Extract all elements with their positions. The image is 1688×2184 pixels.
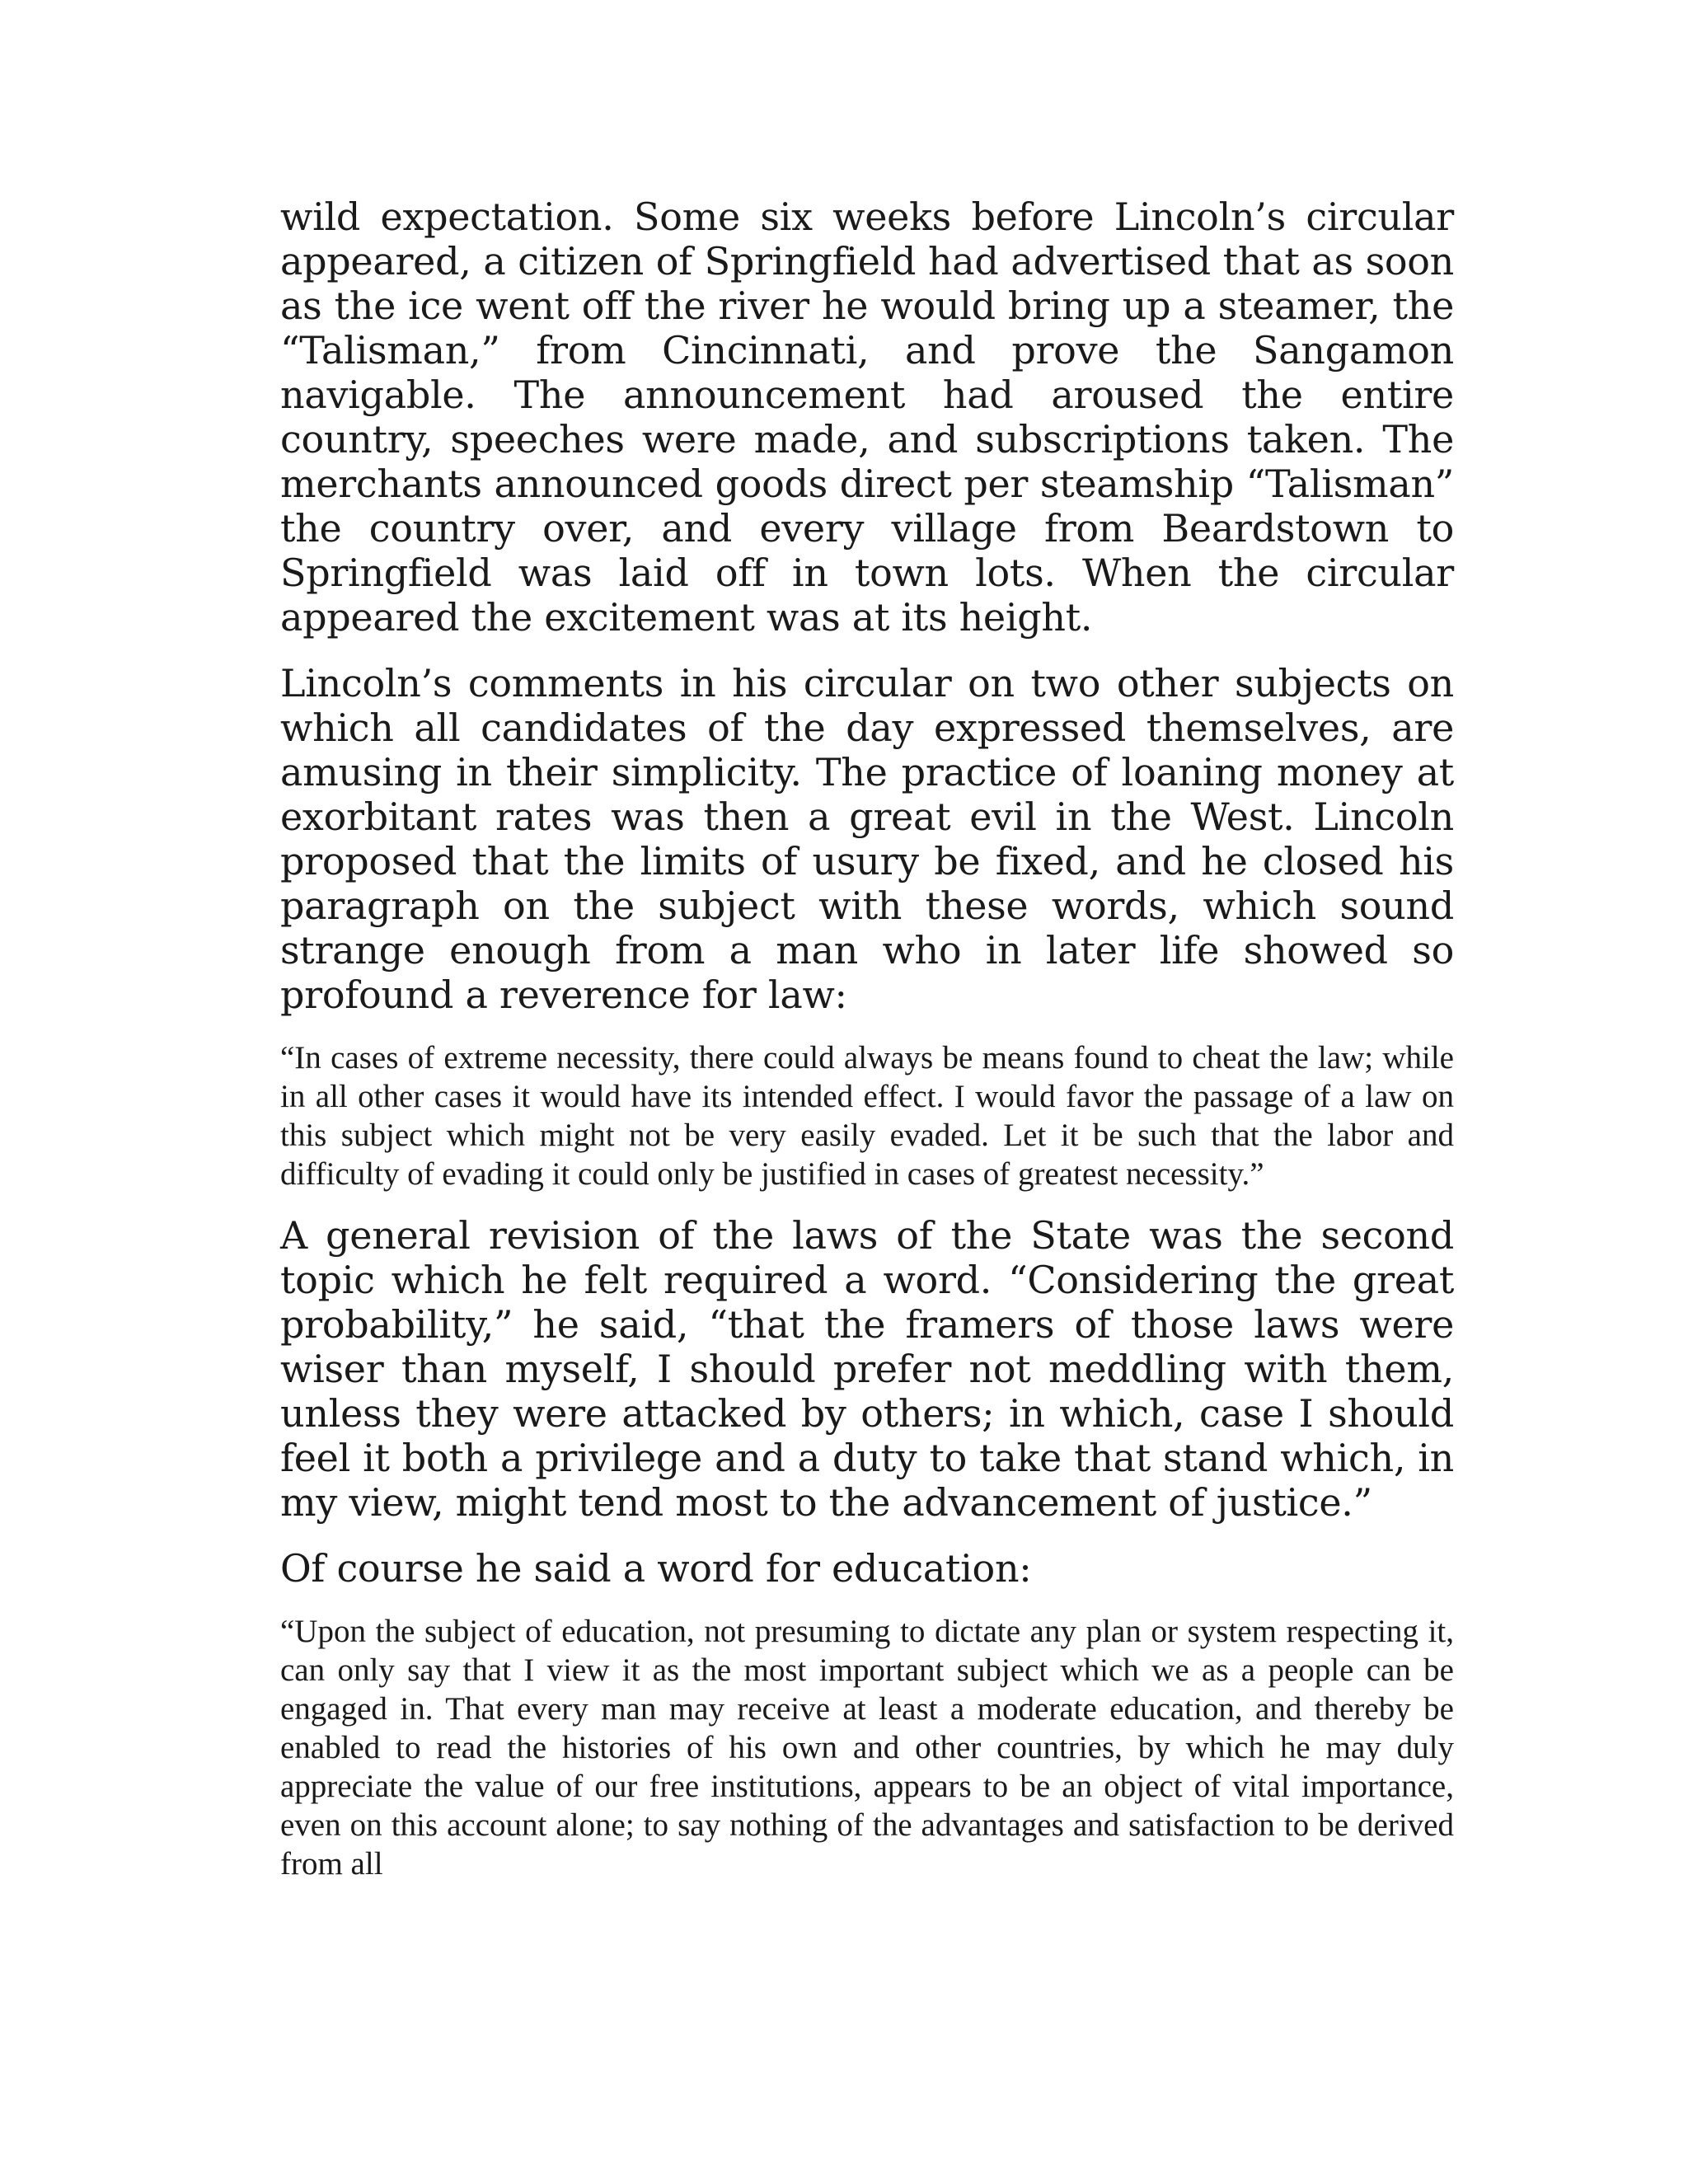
body-paragraph: Lincoln’s comments in his circular on two other subjects on which all candidates of the day expressed themselves, are amusing in their simplicity. The practice of loaning money at exorbitant rates was then a great evil in the West. Lincoln proposed that the limits of usury be fixed, and he closed his paragraph on the subject with these words, which sound strange enough from a man who in later life showed so profound a reverence for law: <box>280 661 1454 1017</box>
body-paragraph: Of course he said a word for education: <box>280 1546 1032 1591</box>
block-quote: “Upon the subject of education, not presuming to dictate any plan or system respecting it, can only say that I view it as the most important subject which we as a people can be engaged in. That every man may receive at least a moderate education, and thereby be enabled to read the histories of his own and other countries, by which he may duly appreciate the value of our free institutions, appears to be an object of vital importance, even on this account alone; to say nothing of the advantages and satisfaction to be derived from all <box>280 1614 1454 1882</box>
body-paragraph: wild expectation. Some six weeks before Lincoln’s circular appeared, a citizen of Springfield had advertised that as soon as the ice went off the river he would bring up a steamer, the “Talisman,” from Cincinnati, and prove the Sangamon navigable. The announcement had aroused the entire country, speeches were made, and subscriptions taken. The merchants announced goods direct per steamship “Talisman” the country over, and every village from Beardstown to Springfield was laid off in town lots. When the circular appeared the excitement was at its height. <box>280 194 1454 640</box>
document-page <box>280 194 1454 1903</box>
block-quote: “In cases of extreme necessity, there could always be means found to cheat the law; while in all other cases it would have its intended effect. I would favor the passage of a law on this subject which might not be very easily evaded. Let it be such that the labor and difficulty of evading it could only be justified in cases of greatest necessity.” <box>280 1040 1454 1192</box>
body-paragraph: A general revision of the laws of the State was the second topic which he felt required a word. “Considering the great probability,” he said, “that the framers of those laws were wiser than myself, I should prefer not meddling with them, unless they were attacked by others; in which, case I should feel it both a privilege and a duty to take that stand which, in my view, might tend most to the advancement of justice.” <box>280 1213 1454 1525</box>
